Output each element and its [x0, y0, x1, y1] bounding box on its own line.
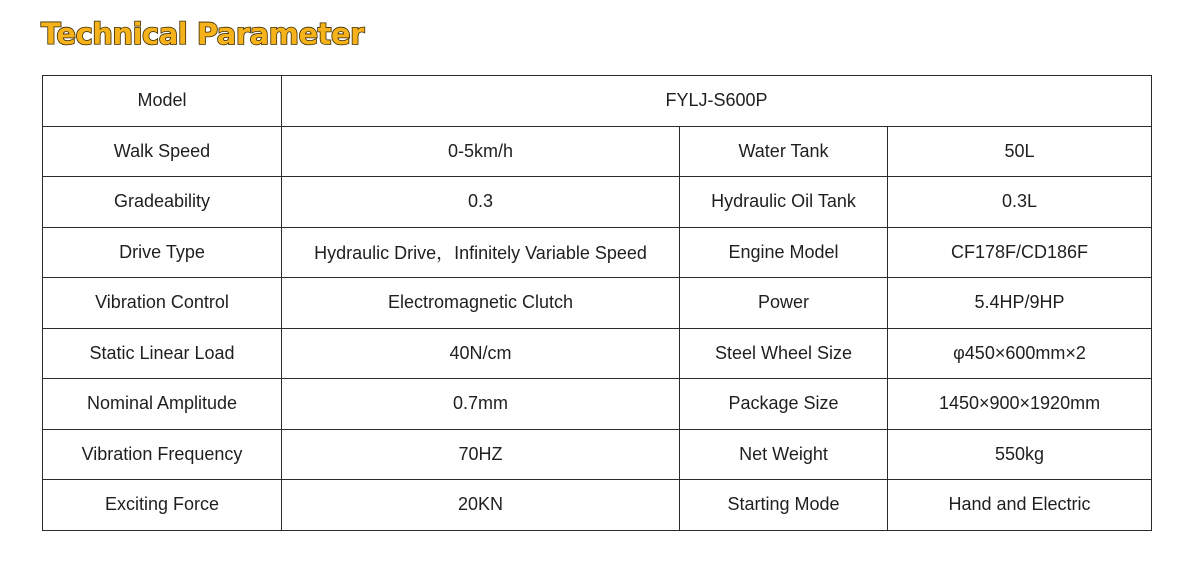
param-value: 0.7mm: [282, 379, 680, 430]
table-row: [43, 126, 1152, 177]
param-label: Hydraulic Oil Tank: [680, 177, 888, 228]
technical-parameter-table: [42, 75, 1152, 531]
param-label: Steel Wheel Size: [680, 328, 888, 379]
param-label: Vibration Frequency: [43, 429, 282, 480]
table-row: [43, 227, 1152, 278]
param-value: 5.4HP/9HP: [888, 278, 1152, 329]
param-label: Power: [680, 278, 888, 329]
page-title: Technical Parameter: [41, 17, 364, 51]
param-label: Model: [43, 76, 282, 127]
table-row: [43, 328, 1152, 379]
param-value: 550kg: [888, 429, 1152, 480]
param-value: Electromagnetic Clutch: [282, 278, 680, 329]
param-label: Static Linear Load: [43, 328, 282, 379]
param-value: 0.3L: [888, 177, 1152, 228]
param-label: Net Weight: [680, 429, 888, 480]
param-value: 20KN: [282, 480, 680, 531]
param-label: Nominal Amplitude: [43, 379, 282, 430]
param-value: 0.3: [282, 177, 680, 228]
param-label: Package Size: [680, 379, 888, 430]
param-label: Walk Speed: [43, 126, 282, 177]
table-row: [43, 177, 1152, 228]
param-label: Engine Model: [680, 227, 888, 278]
param-value: Hand and Electric: [888, 480, 1152, 531]
table-row: [43, 429, 1152, 480]
table-row: [43, 379, 1152, 430]
param-label: Water Tank: [680, 126, 888, 177]
param-value: 70HZ: [282, 429, 680, 480]
table-row-model: [43, 76, 1152, 127]
param-value: 50L: [888, 126, 1152, 177]
param-value: CF178F/CD186F: [888, 227, 1152, 278]
param-value: φ450×600mm×2: [888, 328, 1152, 379]
param-value: 1450×900×1920mm: [888, 379, 1152, 430]
param-value: Hydraulic Drive，Infinitely Variable Speed: [282, 227, 680, 278]
param-label: Starting Mode: [680, 480, 888, 531]
table-row: [43, 480, 1152, 531]
param-value: 0-5km/h: [282, 126, 680, 177]
param-value: 40N/cm: [282, 328, 680, 379]
param-label: Drive Type: [43, 227, 282, 278]
param-value: FYLJ-S600P: [282, 76, 1152, 127]
param-label: Gradeability: [43, 177, 282, 228]
param-label: Vibration Control: [43, 278, 282, 329]
table-row: [43, 278, 1152, 329]
param-label: Exciting Force: [43, 480, 282, 531]
